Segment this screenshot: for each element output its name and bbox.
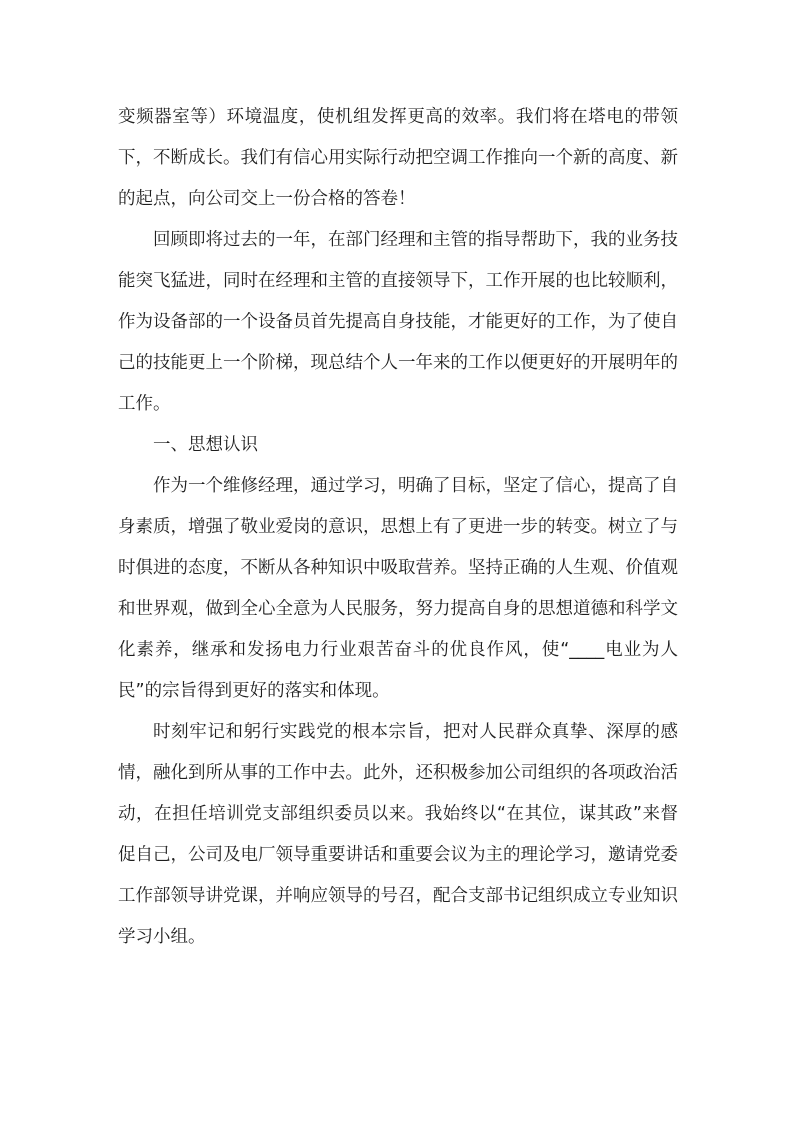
paragraph-thought: 作为一个维修经理，通过学习，明确了目标，坚定了信心，提高了自身素质，增强了敬业爱岗的意识，思想上有了更进一步的转变。树立了与时俱进的态度，不断从各种知识中吸取营养。坚持正确的人生观、价值观和世界观，做到全心全意为人民服务，努力提高自身的思想道德和科学文化素养，继承和发扬电力行业艰苦奋斗的优良作风，使“____电业为人民”的宗旨得到更好的落实和体现。 bbox=[118, 476, 678, 701]
paragraph-review: 回顾即将过去的一年，在部门经理和主管的指导帮助下，我的业务技能突飞猛进，同时在经理和主管的直接领导下，工作开展的也比较顺利，作为设备部的一个设备员首先提高自身技能，才能更好的工作，为了使自己的技能更上一个阶梯，现总结个人一年来的工作以便更好的开展明年的工作。 bbox=[118, 230, 678, 414]
document-page bbox=[118, 97, 678, 958]
paragraph-party-purpose: 时刻牢记和躬行实践党的根本宗旨，把对人民群众真挚、深厚的感情，融化到所从事的工作中去。此外，还积极参加公司组织的各项政治活动，在担任培训党支部组织委员以来。我始终以“在其位，谋其政”来督促自己，公司及电厂领导重要讲话和重要会议为主的理论学习，邀请党委工作部领导讲党课，并响应领导的号召，配合支部书记组织成立专业知识学习小组。 bbox=[118, 722, 678, 947]
section-heading-thought: 一、思想认识 bbox=[153, 435, 258, 455]
paragraph-continuation: 变频器室等）环境温度，使机组发挥更高的效率。我们将在塔电的带领下，不断成长。我们有信心用实际行动把空调工作推向一个新的高度、新的起点，向公司交上一份合格的答卷！ bbox=[118, 107, 678, 209]
